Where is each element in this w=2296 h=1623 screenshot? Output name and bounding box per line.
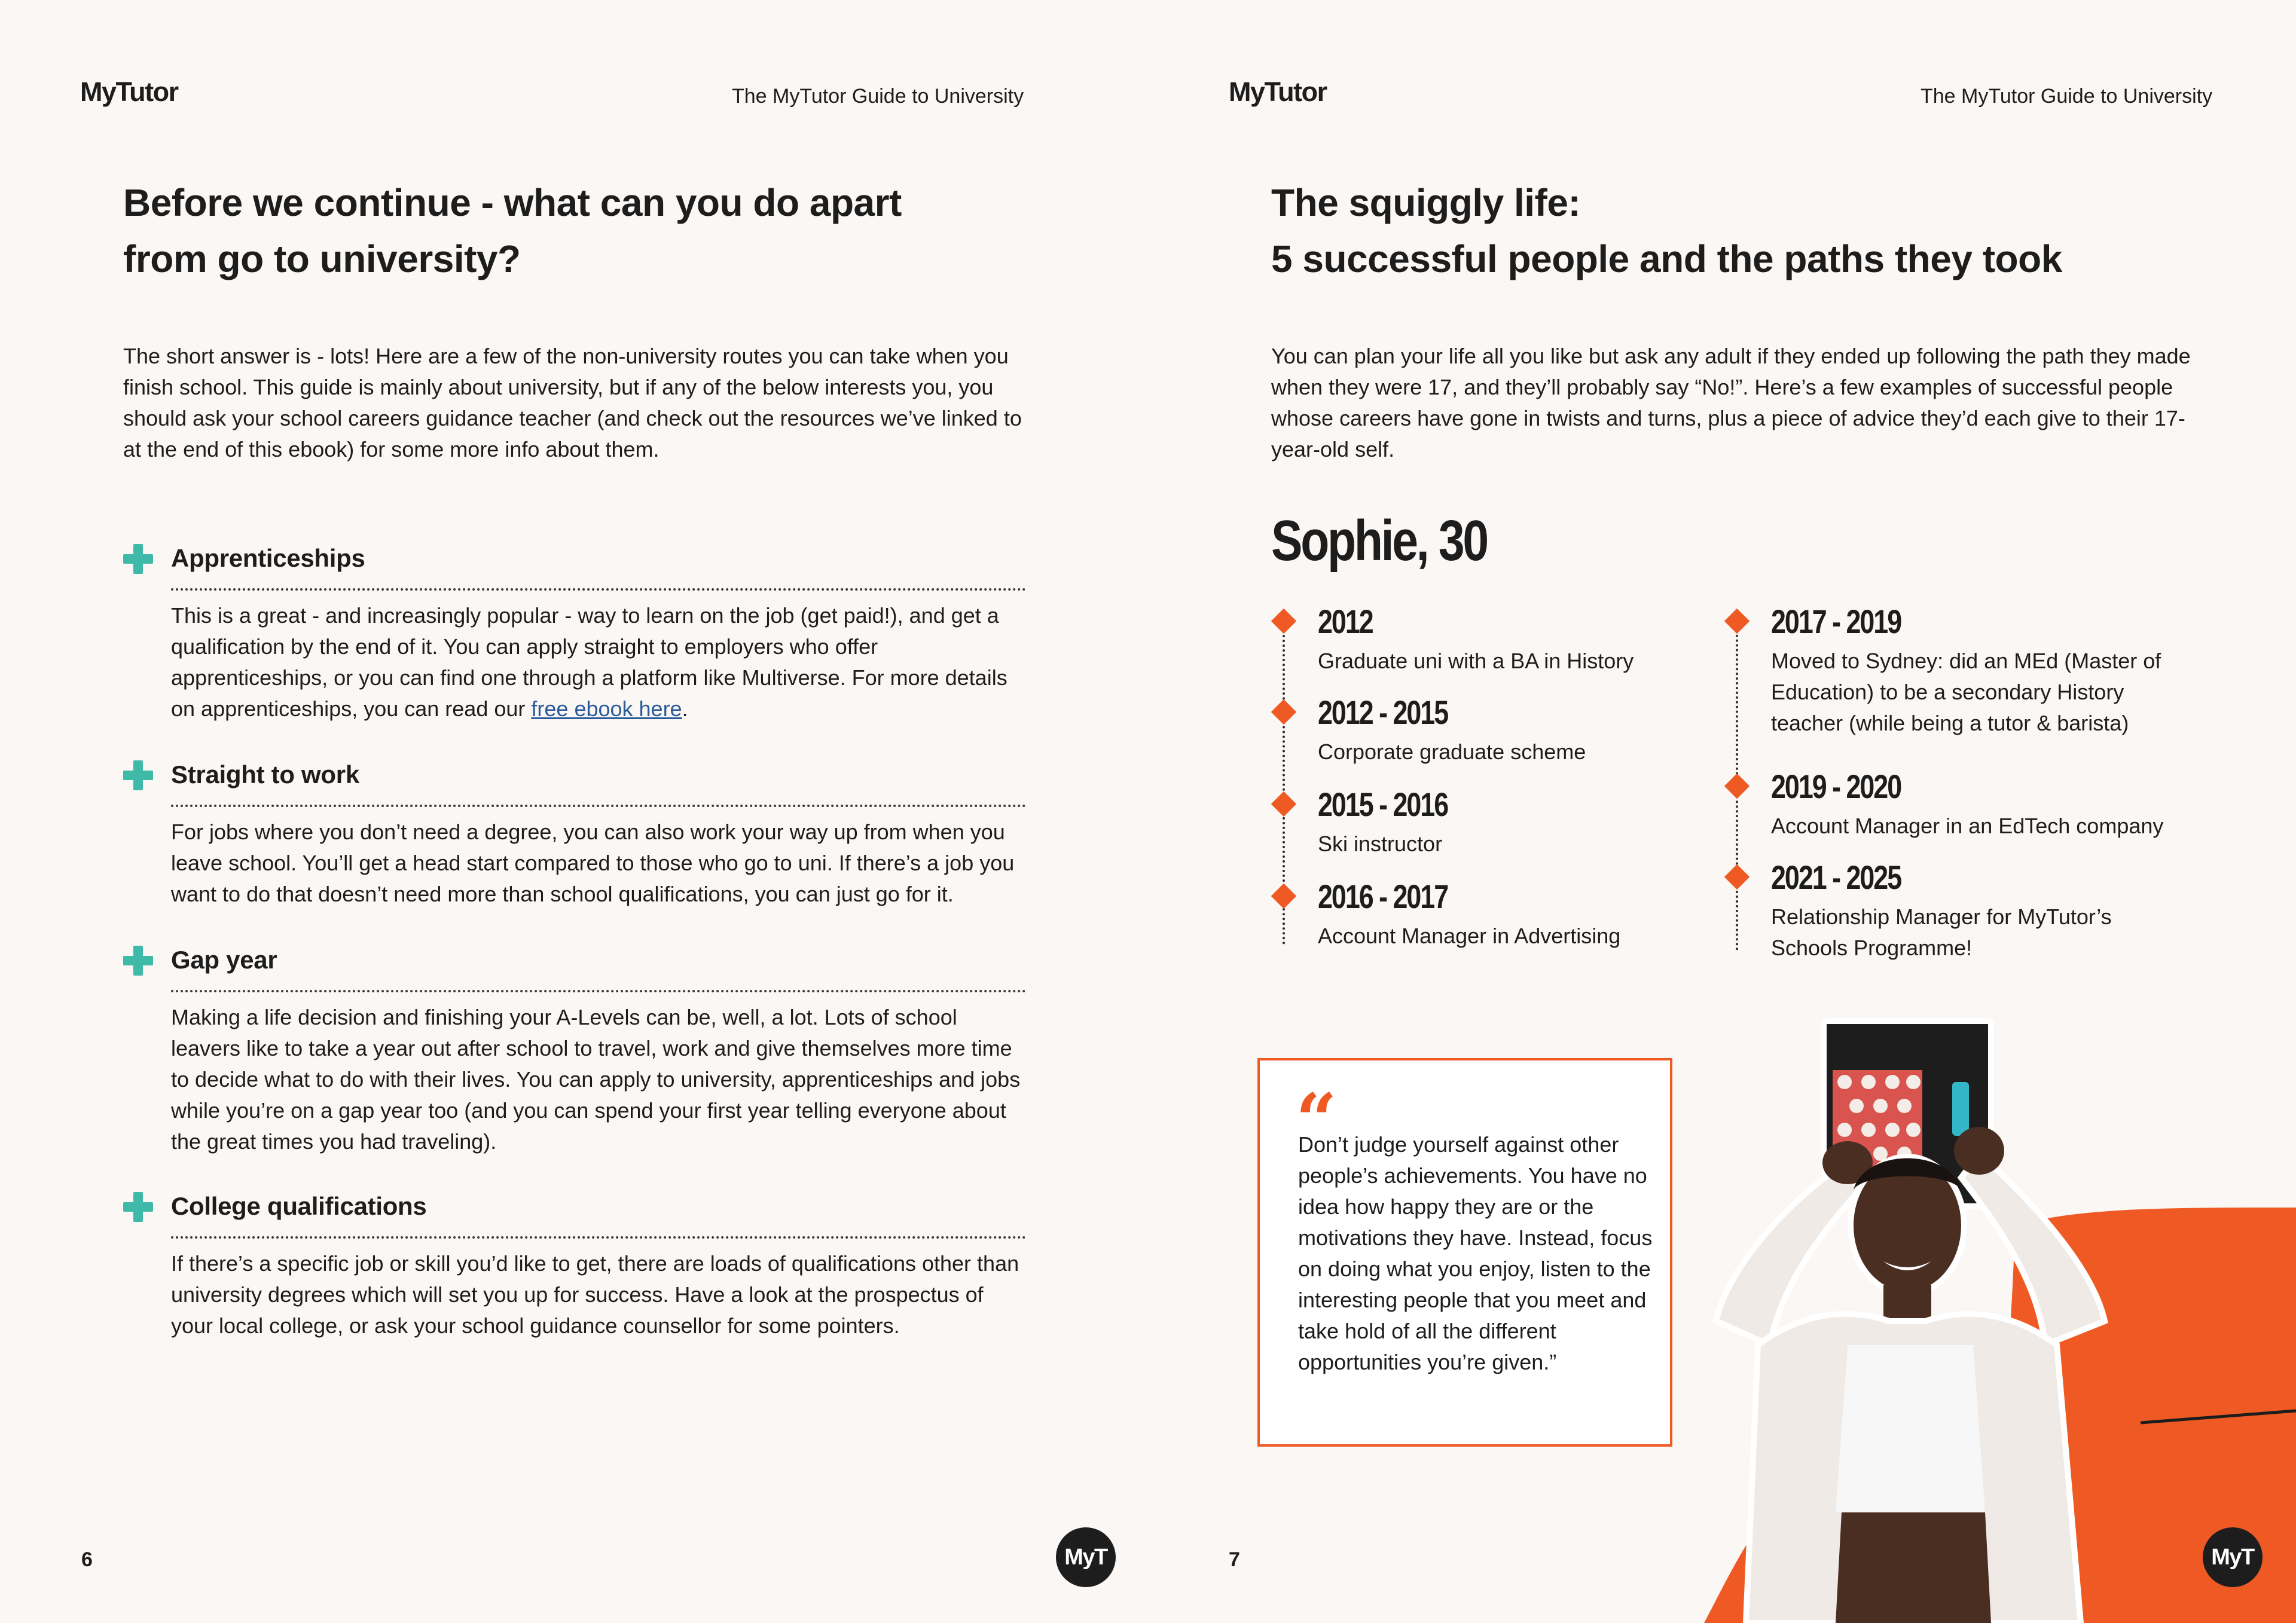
page-title-line-1: The squiggly life:: [1271, 181, 1581, 224]
diamond-marker-icon: [1271, 609, 1296, 634]
diamond-marker-icon: [1724, 864, 1750, 890]
timeline-desc: Relationship Manager for MyTutor’s Schools Programme!: [1771, 904, 2112, 960]
quote-text: Don’t judge yourself against other people’s achievements. You have no idea how happy they are or the motivations they have. Instead, focus on doing what you enjoy, listen to the interesting people that you meet and take hold of all the different opportunities you’re given.”: [1298, 1132, 1653, 1374]
page-title-line-1: Before we continue - what can you do apart: [123, 181, 902, 224]
plus-icon: [123, 760, 153, 790]
section-gap-year: [123, 942, 1027, 1154]
timeline-year: 2016 - 2017: [1318, 878, 1448, 915]
dotted-divider: [171, 588, 1026, 591]
section-straight-to-work: [123, 757, 1027, 906]
section-body: For jobs where you don’t need a degree, you can also work your way up from when you leave school. You’ll get a head start compared to those who go to uni. If there’s a job you want to do that doesn’t need more than school qualifications, you can just go for it.: [171, 820, 1015, 906]
section-label: Straight to work: [171, 760, 359, 788]
timeline-year: 2017 - 2019: [1771, 603, 1901, 640]
page-number: 6: [81, 1548, 93, 1571]
section-apprenticeships: [123, 540, 1027, 721]
timeline-desc: Graduate uni with a BA in History: [1318, 649, 1634, 673]
myt-badge-icon: MyT: [2203, 1527, 2263, 1587]
quote-mark-icon: “: [1296, 1078, 1338, 1162]
diamond-marker-icon: [1724, 609, 1750, 634]
timeline-year: 2012: [1318, 603, 1373, 640]
running-title: The MyTutor Guide to University: [732, 85, 1024, 108]
timeline-year: 2015 - 2016: [1318, 785, 1448, 823]
page-title-line-2: 5 successful people and the paths they took: [1271, 237, 2062, 280]
section-body-end: .: [682, 696, 688, 721]
diamond-marker-icon: [1271, 699, 1296, 725]
page-title: [1271, 175, 2062, 287]
timeline-year: 2012 - 2015: [1318, 693, 1448, 731]
diamond-marker-icon: [1271, 791, 1296, 817]
section-label: Gap year: [171, 946, 277, 974]
section-label: College qualifications: [171, 1192, 427, 1220]
intro-paragraph: You can plan your life all you like but ask any adult if they ended up following the path they made when they were 17, and they’ll probably say “No!”. Here’s a few examples of successful people whose careers have gone in twists and turns, plus a piece of advice they’d each give to their 17-year-old self.: [1271, 344, 2191, 461]
page-title: [123, 175, 902, 287]
plus-icon: [123, 1192, 153, 1222]
section-body-text: This is a great - and increasingly popular - way to learn on the job (get paid!), and get a qualification by the end of it. You can apply straight to employers who offer apprenticeships, or you can find one through a platform like Multiverse. For more details on apprenticeships, you can read our: [171, 603, 1007, 721]
running-title: The MyTutor Guide to University: [1921, 85, 2213, 108]
section-body: If there’s a specific job or skill you’d like to get, there are loads of qualifications other than university degrees which will set you up for success. Have a look at the prospectus of your local college, or ask your school guidance counsellor for some pointers.: [171, 1251, 1019, 1338]
timeline-year: 2019 - 2020: [1771, 768, 1901, 805]
timeline-desc: Corporate graduate scheme: [1318, 739, 1586, 764]
section-label: Apprenticeships: [171, 544, 365, 572]
person-name: Sophie, 30: [1271, 509, 1487, 573]
mytutor-logo: MyTutor: [1229, 77, 1327, 107]
quote-box: [1257, 1058, 1672, 1447]
dotted-divider: [171, 1236, 1026, 1239]
mytutor-logo: MyTutor: [80, 77, 178, 107]
myt-badge-icon: MyT: [1056, 1527, 1116, 1587]
timeline-desc: Account Manager in an EdTech company: [1771, 814, 2164, 838]
diamond-marker-icon: [1724, 774, 1750, 799]
intro-paragraph: The short answer is - lots! Here are a few of the non-university routes you can take when you finish school. This guide is mainly about university, but if any of the below interests you, you should ask your school careers guidance teacher (and check out the resources we’ve linked to at the end of this ebook) for some more info about them.: [123, 344, 1022, 461]
free-ebook-link[interactable]: free ebook here: [531, 696, 682, 721]
student-photo-illustration: [1626, 1010, 2296, 1623]
timeline-desc: Moved to Sydney: did an MEd (Master of Education) to be a secondary History teacher (while being a tutor & barista): [1771, 649, 2161, 735]
page-title-line-2: from go to university?: [123, 237, 521, 280]
section-college-qualifications: [123, 1188, 1027, 1338]
section-body: Making a life decision and finishing your A-Levels can be, well, a lot. Lots of school leavers like to take a year out after school to travel, work and give themselves more time to decide what to do with their lives. You can apply to university, apprenticeships and jobs while you’re on a gap year too (and you can spend your first year telling everyone about the great times you had traveling).: [171, 1005, 1021, 1154]
timeline-desc: Ski instructor: [1318, 832, 1443, 856]
diamond-marker-icon: [1271, 884, 1296, 909]
plus-icon: [123, 544, 153, 574]
right-page: [1148, 0, 2296, 1623]
timeline-desc: Account Manager in Advertising: [1318, 924, 1621, 948]
dotted-divider: [171, 990, 1026, 992]
plus-icon: [123, 946, 153, 976]
dotted-divider: [171, 805, 1026, 807]
section-body: [171, 600, 1026, 725]
page-number: 7: [1229, 1548, 1240, 1571]
timeline-year: 2021 - 2025: [1771, 858, 1901, 896]
